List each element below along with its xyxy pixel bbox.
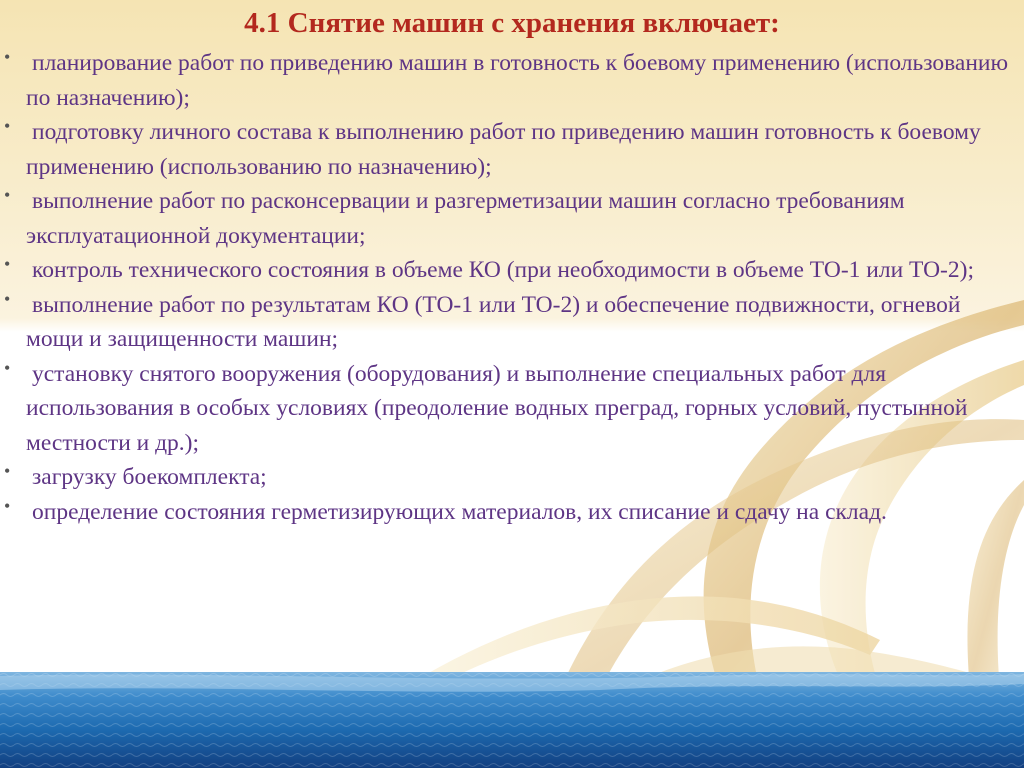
list-item-text: определение состояния герметизирующих материалов, их списание и сдачу на склад.: [32, 498, 887, 525]
list-item: [0, 288, 1024, 357]
list-item: [0, 253, 1024, 288]
list-item-text: контроль технического состояния в объеме КО (при необходимости в объеме ТО-1 или ТО-2);: [32, 257, 974, 283]
bullet-icon: •: [4, 47, 11, 67]
list-item: [0, 115, 1024, 184]
list-item: [0, 46, 1024, 115]
bullet-icon: •: [4, 288, 11, 309]
list-item-text: загрузку боекомплекта;: [32, 464, 267, 490]
bullet-list: [0, 46, 1024, 529]
list-item: [0, 184, 1024, 253]
slide-title: 4.1 Снятие машин с хранения включает:: [244, 7, 780, 39]
bullet-icon: •: [4, 116, 11, 136]
list-item-text: выполнение работ по результатам КО (ТО-1 или ТО-2) и обеспечение подвижности, огневой мощи и защищенности машин;: [26, 291, 961, 352]
list-item-text: установку снятого вооружения (оборудования) и выполнение специальных работ для использования в особых условиях (преодоление водных преград, горных условий, пустынной местности и др.);: [26, 360, 968, 456]
list-item-text: выполнение работ по расконсервации и разгерметизации машин согласно требованиям эксплуатационной документации;: [26, 188, 905, 249]
list-item: [0, 495, 1024, 530]
bullet-icon: •: [4, 357, 11, 378]
list-item: [0, 357, 1024, 461]
list-item-text: подготовку личного состава к выполнению работ по приведению машин готовность к боевому применению (использованию по назначению);: [26, 119, 981, 180]
bullet-icon: •: [4, 495, 11, 516]
bullet-icon: •: [4, 461, 11, 481]
list-item-text: планирование работ по приведению машин в готовность к боевому применению (использованию по назначению);: [26, 50, 1009, 111]
bullet-icon: •: [4, 185, 11, 205]
bullet-icon: •: [4, 254, 11, 274]
list-item: [0, 460, 1024, 495]
